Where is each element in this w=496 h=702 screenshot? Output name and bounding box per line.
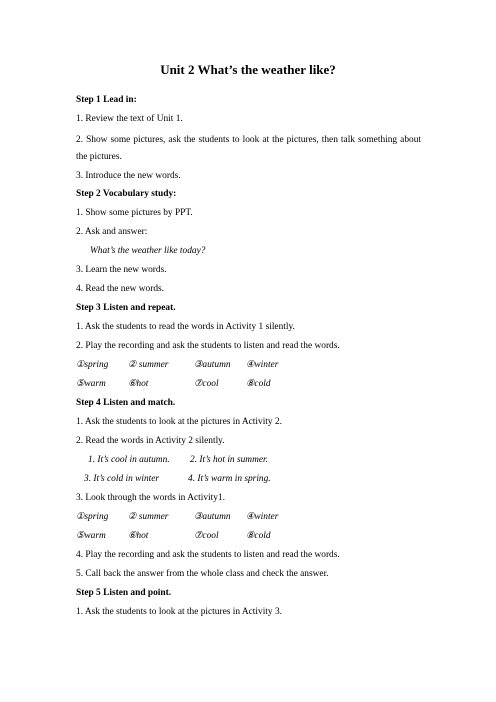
- step2-item-1: 1. Show some pictures by PPT.: [76, 208, 193, 218]
- word-item: ② summer: [128, 512, 169, 522]
- step2-item-4: 4. Read the new words.: [76, 284, 165, 294]
- word-item: ①spring: [76, 512, 109, 522]
- word-item: ⑤warm: [76, 379, 106, 389]
- step2-item-2: 2. Ask and answer:: [76, 227, 148, 237]
- word-item: ③autumn: [194, 512, 231, 522]
- step5-item-1: 1. Ask the students to look at the pictures in Activity 3.: [76, 607, 282, 617]
- word-item: ④winter: [246, 512, 279, 522]
- step2-question: What’s the weather like today?: [90, 246, 206, 256]
- step4-item-4: 4. Play the recording and ask the students to listen and read the words.: [76, 550, 340, 560]
- word-item: ③autumn: [194, 360, 231, 370]
- word-item: ⑥hot: [128, 379, 149, 389]
- sentence-item: 1. It’s cool in autumn.: [88, 455, 170, 465]
- step2-heading: Step 2 Vocabulary study:: [76, 189, 177, 199]
- word-item: ⑧cold: [246, 531, 271, 541]
- word-item: ⑧cold: [246, 379, 271, 389]
- word-item: ④winter: [246, 360, 279, 370]
- step4-item-1: 1. Ask the students to look at the pictures in Activity 2.: [76, 417, 282, 427]
- step3-heading: Step 3 Listen and repeat.: [76, 303, 176, 313]
- step1-heading: Step 1 Lead in:: [76, 95, 137, 105]
- step3-item-2: 2. Play the recording and ask the students to listen and read the words.: [76, 341, 340, 351]
- word-item: ⑦cool: [194, 379, 219, 389]
- step2-item-3: 3. Learn the new words.: [76, 265, 167, 275]
- sentence-item: 2. It’s hot in summer.: [190, 455, 268, 465]
- word-item: ② summer: [128, 360, 169, 370]
- page-title: Unit 2 What’s the weather like?: [160, 62, 336, 77]
- step1-item-3: 3. Introduce the new words.: [76, 171, 181, 181]
- step4-item-3: 3. Look through the words in Activity1.: [76, 493, 225, 503]
- step5-heading: Step 5 Listen and point.: [76, 588, 172, 598]
- word-item: ⑥hot: [128, 531, 149, 541]
- word-item: ⑤warm: [76, 531, 106, 541]
- step1-item-1: 1. Review the text of Unit 1.: [76, 114, 183, 124]
- word-item: ⑦cool: [194, 531, 219, 541]
- step1-item-2: 2. Show some pictures, ask the students to look at the pictures, then talk something about the pictures.: [76, 135, 421, 162]
- step4-item-5: 5. Call back the answer from the whole class and check the answer.: [76, 569, 329, 579]
- sentence-item: 3. It’s cold in winter: [84, 474, 160, 484]
- step4-item-2: 2. Read the words in Activity 2 silently.: [76, 436, 225, 446]
- sentence-item: 4. It’s warm in spring.: [188, 474, 271, 484]
- step4-heading: Step 4 Listen and match.: [76, 398, 176, 408]
- step3-item-1: 1. Ask the students to read the words in Activity 1 silently.: [76, 322, 295, 332]
- word-item: ①spring: [76, 360, 109, 370]
